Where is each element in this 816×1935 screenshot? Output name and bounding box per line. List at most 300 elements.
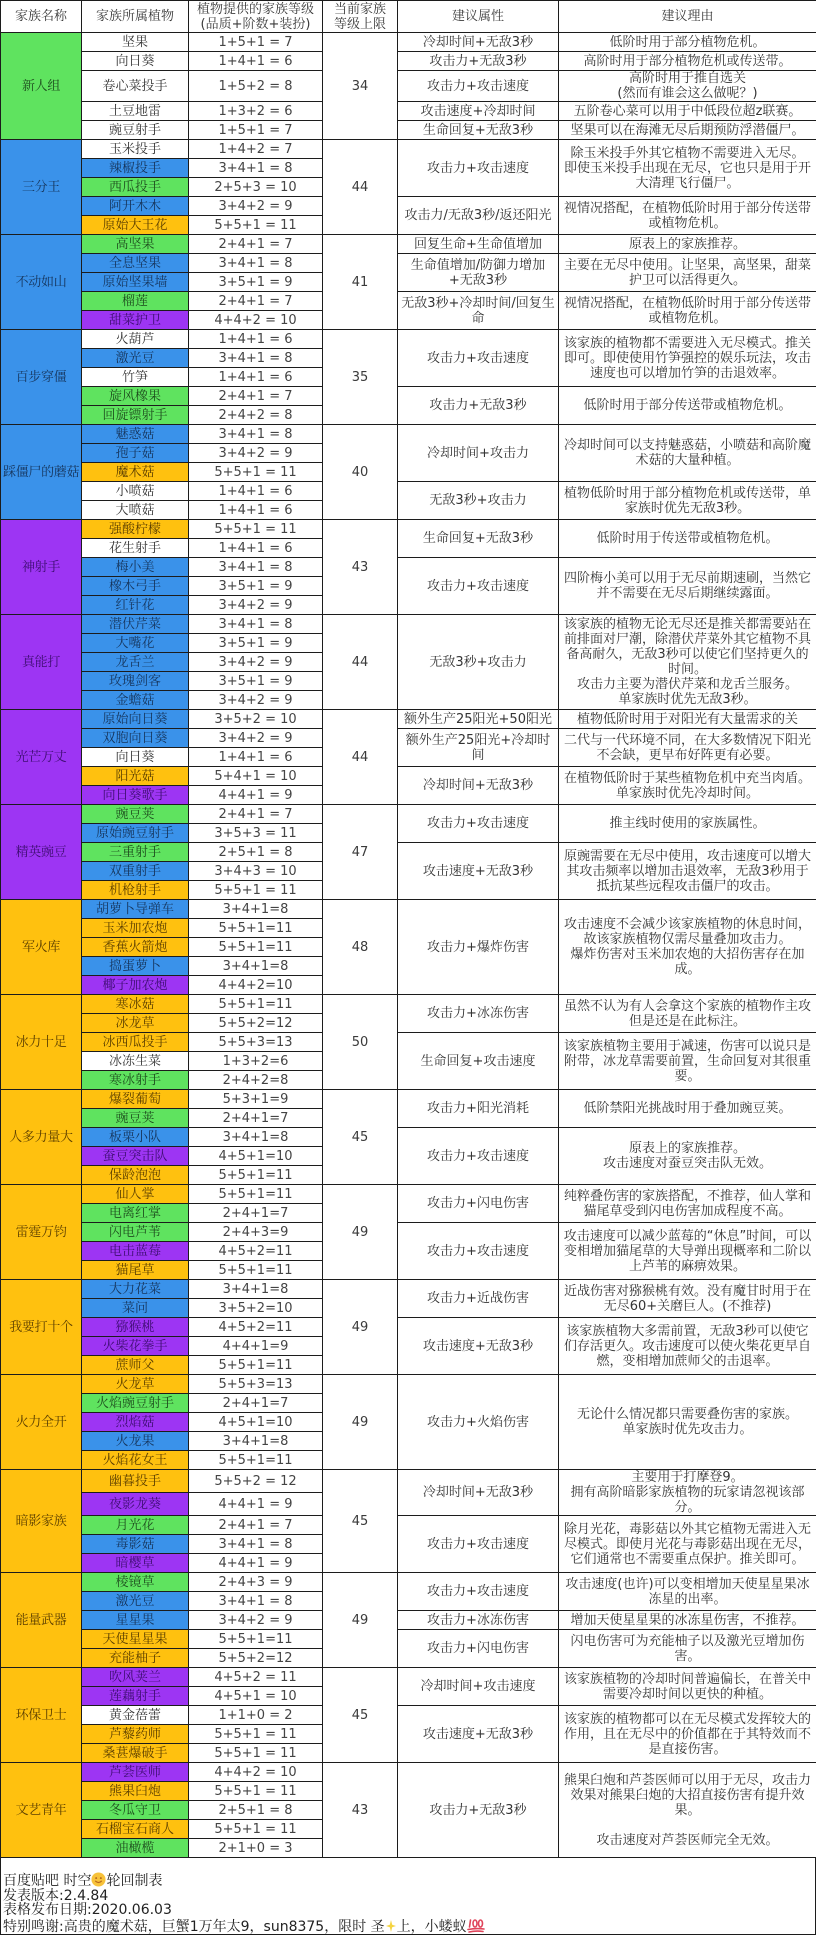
family-level-cap-cell: 45 — [323, 1668, 398, 1763]
suggested-reason-cell: 低阶时用于部分传送带或植物危机。 — [559, 387, 816, 425]
plant-level-cell: 2+4+3=9 — [189, 1223, 323, 1242]
plant-level-cell: 3+4+1=8 — [189, 900, 323, 919]
table-row — [1, 121, 816, 140]
suggested-attribute-cell: 回复生命+生命值增加 — [398, 235, 559, 254]
plant-name-cell: 捣蛋萝卜 — [82, 957, 189, 976]
header-plant-level-line2: (品质+阶数+装扮) — [191, 17, 320, 32]
plant-name-cell: 原始豌豆射手 — [82, 824, 189, 843]
suggested-reason-cell: 增加天使星星果的冰冻星伤害，不推荐。 — [559, 1611, 816, 1630]
suggested-reason-cell: 熊果臼炮和芦荟医师可以用于无尽，攻击力效果对熊果臼炮的大招直接伤害有提升效果。 攻击速度对芦荟医师完全无效。 — [559, 1763, 816, 1858]
plant-level-cell: 3+4+2 = 9 — [189, 653, 323, 672]
suggested-attribute-cell: 攻击力+冰冻伤害 — [398, 1611, 559, 1630]
plant-level-cell: 5+5+1 = 11 — [189, 1725, 323, 1744]
header-plant-level-line1: 植物提供的家族等级 — [191, 2, 320, 17]
plant-level-cell: 3+4+1 = 8 — [189, 254, 323, 273]
table-row — [1, 330, 816, 349]
suggested-attribute-cell: 无敌3秒+冷却时间/回复生命 — [398, 292, 559, 330]
footer-credit-after: 轮回制表 — [106, 1873, 162, 1889]
plant-name-cell: 闪电芦苇 — [82, 1223, 189, 1242]
table-row — [1, 254, 816, 273]
plant-level-cell: 4+4+1 = 9 — [189, 1493, 323, 1516]
plant-level-cell: 1+1+0 = 2 — [189, 1706, 323, 1725]
hundred-points-emoji-icon — [467, 1919, 485, 1935]
family-name-cell: 文艺青年 — [1, 1763, 82, 1858]
plant-level-cell: 1+4+1 = 6 — [189, 52, 323, 71]
suggested-attribute-cell: 攻击力+无敌3秒 — [398, 387, 559, 425]
family-level-cap-cell: 45 — [323, 1470, 398, 1573]
plant-level-cell: 4+5+1=10 — [189, 1413, 323, 1432]
table-row — [1, 102, 816, 121]
suggested-reason-cell: 近战伤害对猕猴桃有效。没有魔甘时用于在无尽60+关磨巨人。(不推荐) — [559, 1280, 816, 1318]
suggested-reason-cell: 高阶时用于推自选关 (然而有谁会这么做呢？) — [559, 71, 816, 102]
plant-level-cell: 5+5+1=11 — [189, 1185, 323, 1204]
plant-level-cell: 5+5+1 = 11 — [189, 1820, 323, 1839]
plant-level-cell: 5+4+1 = 10 — [189, 767, 323, 786]
plant-name-cell: 辣椒投手 — [82, 159, 189, 178]
plant-level-cell: 1+4+1 = 6 — [189, 501, 323, 520]
plant-name-cell: 烈焰菇 — [82, 1413, 189, 1432]
plant-level-cell: 1+5+1 = 7 — [189, 121, 323, 140]
suggested-reason-cell: 视情况搭配，在植物低阶时用于部分传送带或植物危机。 — [559, 197, 816, 235]
footer-credit-line — [3, 1872, 815, 1889]
plant-name-cell: 激光豆 — [82, 349, 189, 368]
plant-level-cell: 2+4+1 = 7 — [189, 387, 323, 406]
family-level-cap-cell: 49 — [323, 1280, 398, 1375]
plant-name-cell: 大喷菇 — [82, 501, 189, 520]
header-level-cap-line1: 当前家族 — [325, 2, 395, 17]
table-row — [1, 425, 816, 444]
plant-name-cell: 魔术菇 — [82, 463, 189, 482]
plant-level-cell: 4+4+1 = 9 — [189, 786, 323, 805]
plant-level-cell: 3+4+2 = 9 — [189, 1611, 323, 1630]
family-level-cap-cell: 35 — [323, 330, 398, 425]
plant-level-cell: 4+5+2=11 — [189, 1318, 323, 1337]
table-row — [1, 843, 816, 862]
suggested-reason-cell: 低阶时用于传送带或植物危机。 — [559, 520, 816, 558]
table-row — [1, 1573, 816, 1592]
plant-name-cell: 龙舌兰 — [82, 653, 189, 672]
plant-level-cell: 2+5+1 = 8 — [189, 843, 323, 862]
plant-level-cell: 4+5+2 = 11 — [189, 1668, 323, 1687]
plant-level-cell: 1+4+1 = 6 — [189, 368, 323, 387]
plant-level-cell: 4+4+1=9 — [189, 1337, 323, 1356]
family-level-cap-cell: 49 — [323, 1375, 398, 1470]
plant-level-cell: 5+5+3=13 — [189, 1375, 323, 1394]
plant-name-cell: 阳光菇 — [82, 767, 189, 786]
suggested-reason-cell: 该家族植物主要用于减速，伤害可以说只是附带，冰龙草需要前置，生命回复对其很重要。 — [559, 1033, 816, 1090]
table-row — [1, 1470, 816, 1493]
suggested-reason-cell: 该家族的植物都不需要进入无尽模式。推关即可。即使使用竹笋强控的娱乐玩法，攻击速度也可以增加竹笋的击退效率。 — [559, 330, 816, 387]
plant-name-cell: 原始坚果墙 — [82, 273, 189, 292]
table-row — [1, 52, 816, 71]
family-name-cell: 我要打十个 — [1, 1280, 82, 1375]
plant-level-cell: 5+5+1 = 11 — [189, 520, 323, 539]
plant-level-cell: 1+4+1 = 6 — [189, 482, 323, 501]
plant-name-cell: 电击蓝莓 — [82, 1242, 189, 1261]
plant-name-cell: 胡萝卜导弹车 — [82, 900, 189, 919]
plant-name-cell: 红针花 — [82, 596, 189, 615]
plant-level-cell: 2+4+1 = 7 — [189, 292, 323, 311]
family-level-cap-cell: 43 — [323, 520, 398, 615]
family-level-cap-cell: 45 — [323, 1090, 398, 1185]
plant-name-cell: 小喷菇 — [82, 482, 189, 501]
plant-name-cell: 花生射手 — [82, 539, 189, 558]
table-row — [1, 1033, 816, 1052]
plant-name-cell: 火龙草 — [82, 1375, 189, 1394]
plant-level-cell: 2+4+1=7 — [189, 1394, 323, 1413]
plant-name-cell: 保龄泡泡 — [82, 1166, 189, 1185]
suggested-attribute-cell: 攻击力+攻击速度 — [398, 558, 559, 615]
suggested-attribute-cell: 攻击力+闪电伤害 — [398, 1185, 559, 1223]
plant-name-cell: 猫尾草 — [82, 1261, 189, 1280]
suggested-attribute-cell: 生命值增加/防御力增加+无敌3秒 — [398, 254, 559, 292]
plant-name-cell: 玫瑰剑客 — [82, 672, 189, 691]
plant-level-cell: 3+4+2 = 9 — [189, 691, 323, 710]
plant-name-cell: 回旋镖射手 — [82, 406, 189, 425]
plant-name-cell: 大力花菜 — [82, 1280, 189, 1299]
plant-level-cell: 3+5+3 = 11 — [189, 824, 323, 843]
plant-name-cell: 电离红掌 — [82, 1204, 189, 1223]
plant-level-cell: 5+5+1 = 11 — [189, 216, 323, 235]
suggested-reason-cell: 视情况搭配，在植物低阶时用于部分传送带或植物危机。 — [559, 292, 816, 330]
suggested-reason-cell: 该家族植物大多需前置，无敌3秒可以使它们存活更久。攻击速度可以使火柴花更早自燃，变相增加蔗师父的击退率。 — [559, 1318, 816, 1375]
suggested-reason-cell: 攻击速度不会减少该家族植物的休息时间， 故该家族植物仅需尽量叠加攻击力。 爆炸伤害对玉米加农炮的大招伤害存在加成。 — [559, 900, 816, 995]
table-row — [1, 710, 816, 729]
suggested-attribute-cell: 生命回复+无敌3秒 — [398, 520, 559, 558]
plant-name-cell: 爆裂葡萄 — [82, 1090, 189, 1109]
plant-level-cell: 2+4+1=7 — [189, 1109, 323, 1128]
table-row — [1, 33, 816, 52]
table-row — [1, 729, 816, 748]
plant-name-cell: 黄金蓓蕾 — [82, 1706, 189, 1725]
plant-level-cell: 1+4+2 = 7 — [189, 140, 323, 159]
family-name-cell: 冰力十足 — [1, 995, 82, 1090]
suggested-attribute-cell: 攻击力+火焰伤害 — [398, 1375, 559, 1470]
suggested-attribute-cell: 攻击力+爆炸伤害 — [398, 900, 559, 995]
plant-level-cell: 3+4+1 = 8 — [189, 558, 323, 577]
plant-name-cell: 向日葵 — [82, 748, 189, 767]
family-name-cell: 人多力量大 — [1, 1090, 82, 1185]
suggested-attribute-cell: 攻击力+攻击速度 — [398, 71, 559, 102]
plant-level-cell: 3+4+1 = 8 — [189, 425, 323, 444]
suggested-attribute-cell: 攻击速度+无敌3秒 — [398, 1318, 559, 1375]
suggested-attribute-cell: 冷却时间+无敌3秒 — [398, 767, 559, 805]
table-row — [1, 1318, 816, 1337]
plant-name-cell: 幽暮投手 — [82, 1470, 189, 1493]
suggested-reason-cell: 攻击速度(也许)可以变相增加天使星星果冰冻星的出率。 — [559, 1573, 816, 1611]
header-family-name: 家族名称 — [1, 1, 82, 33]
suggested-attribute-cell: 冷却时间+无敌3秒 — [398, 33, 559, 52]
plant-name-cell: 寒冰射手 — [82, 1071, 189, 1090]
table-row — [1, 1611, 816, 1630]
plant-level-cell: 5+5+1 = 11 — [189, 1744, 323, 1763]
table-row — [1, 1128, 816, 1147]
plant-name-cell: 西瓜投手 — [82, 178, 189, 197]
table-row — [1, 197, 816, 216]
plant-name-cell: 阿开木木 — [82, 197, 189, 216]
plant-level-cell: 2+4+1 = 7 — [189, 805, 323, 824]
plant-level-cell: 2+5+3 = 10 — [189, 178, 323, 197]
plant-name-cell: 梅小美 — [82, 558, 189, 577]
family-level-cap-cell: 50 — [323, 995, 398, 1090]
plant-level-cell: 3+4+2 = 9 — [189, 596, 323, 615]
plant-level-cell: 2+4+2 = 8 — [189, 406, 323, 425]
smiley-emoji-icon — [91, 1873, 106, 1889]
suggested-attribute-cell: 额外生产25阳光+冷却时间 — [398, 729, 559, 767]
plant-level-cell: 4+4+2=10 — [189, 976, 323, 995]
plant-name-cell: 冬瓜守卫 — [82, 1801, 189, 1820]
plant-level-cell: 1+4+1 = 6 — [189, 330, 323, 349]
plant-name-cell: 椰子加农炮 — [82, 976, 189, 995]
plant-level-cell: 5+5+1=11 — [189, 1630, 323, 1649]
suggested-reason-cell: 四阶梅小美可以用于无尽前期速刷，当然它并不需要在无尽后期继续露面。 — [559, 558, 816, 615]
suggested-attribute-cell: 冷却时间+无敌3秒 — [398, 1470, 559, 1516]
plant-name-cell: 蚕豆突击队 — [82, 1147, 189, 1166]
family-name-cell: 真能打 — [1, 615, 82, 710]
family-level-cap-cell: 48 — [323, 900, 398, 995]
plant-name-cell: 寒冰菇 — [82, 995, 189, 1014]
table-row — [1, 387, 816, 406]
plant-level-cell: 3+4+1 = 8 — [189, 1535, 323, 1554]
family-name-cell: 军火库 — [1, 900, 82, 995]
suggested-reason-cell: 该家族的植物都可以在无尽模式发挥较大的作用，且在无尽中的价值都在于其特效而不是直接伤害。 — [559, 1706, 816, 1763]
suggested-attribute-cell: 攻击力+攻击速度 — [398, 1128, 559, 1185]
plant-level-cell: 2+5+1 = 8 — [189, 1801, 323, 1820]
plant-level-cell: 4+4+1 = 9 — [189, 1554, 323, 1573]
suggested-reason-cell: 主要用于打摩登9。 拥有高阶暗影家族植物的玩家请忽视该部分。 — [559, 1470, 816, 1516]
plant-name-cell: 潜伏芹菜 — [82, 615, 189, 634]
plant-level-cell: 3+4+2 = 9 — [189, 197, 323, 216]
family-level-cap-cell: 40 — [323, 425, 398, 520]
plant-name-cell: 机枪射手 — [82, 881, 189, 900]
family-name-cell: 雷霆万钧 — [1, 1185, 82, 1280]
plant-level-cell: 1+5+1 = 7 — [189, 33, 323, 52]
plant-name-cell: 暗樱草 — [82, 1554, 189, 1573]
plant-name-cell: 土豆地雷 — [82, 102, 189, 121]
suggested-reason-cell: 该家族的植物无论无尽还是推关都需要站在前排面对尸潮，除潜伏芹菜外其它植物不具备高耐久，无敌3秒可以使它们坚持更久的时间。 攻击力主要为潜伏芹菜和龙舌兰服务。 单家族时优先无敌3秒。 — [559, 615, 816, 710]
suggested-reason-cell: 原豌需要在无尽中使用，攻击速度可以增大其攻击频率以增加击退效率，无敌3秒用于抵抗某些远程攻击僵尸的攻击。 — [559, 843, 816, 900]
plant-name-cell: 香蕉火箭炮 — [82, 938, 189, 957]
suggested-reason-cell: 在植物低阶时于某些植物危机中充当肉盾。 单家族时优先冷却时间。 — [559, 767, 816, 805]
plant-name-cell: 菜问 — [82, 1299, 189, 1318]
family-level-cap-cell: 41 — [323, 235, 398, 330]
suggested-reason-cell: 虽然不认为有人会拿这个家族的植物作主攻但是还是在此标注。 — [559, 995, 816, 1033]
plant-level-cell: 2+4+1=7 — [189, 1204, 323, 1223]
plant-level-cell: 3+5+2 = 10 — [189, 710, 323, 729]
table-row — [1, 1706, 816, 1725]
table-row — [1, 1223, 816, 1242]
suggested-reason-cell: 原表上的家族推荐。 — [559, 235, 816, 254]
plant-name-cell: 旋风橡果 — [82, 387, 189, 406]
header-plant-level — [189, 1, 323, 33]
table-row — [1, 1280, 816, 1299]
suggested-attribute-cell: 额外生产25阳光+50阳光 — [398, 710, 559, 729]
plant-name-cell: 天使星星果 — [82, 1630, 189, 1649]
plant-level-cell: 5+5+1=11 — [189, 919, 323, 938]
suggested-reason-cell: 低阶禁阳光挑战时用于叠加豌豆荚。 — [559, 1090, 816, 1128]
plant-level-cell: 4+4+2 = 10 — [189, 1763, 323, 1782]
plant-name-cell: 玉米加农炮 — [82, 919, 189, 938]
family-level-cap-cell: 49 — [323, 1573, 398, 1668]
family-name-cell: 踩僵尸的蘑菇 — [1, 425, 82, 520]
plant-level-cell: 4+5+1 = 10 — [189, 1687, 323, 1706]
plant-level-cell: 3+4+1=8 — [189, 1128, 323, 1147]
suggested-reason-cell: 闪电伤害可为充能柚子以及激光豆增加伤害。 — [559, 1630, 816, 1668]
plant-name-cell: 火葫芦 — [82, 330, 189, 349]
header-level-cap-line2: 等级上限 — [325, 17, 395, 32]
suggested-attribute-cell: 无敌3秒+攻击力 — [398, 482, 559, 520]
suggested-reason-cell: 坚果可以在海滩无尽后期预防浮潜僵尸。 — [559, 121, 816, 140]
footer-date: 表格发布日期:2020.06.03 — [3, 1903, 815, 1918]
plant-level-cell: 5+5+3=13 — [189, 1033, 323, 1052]
table-body — [1, 33, 816, 1858]
plant-level-cell: 2+1+0 = 3 — [189, 1839, 323, 1858]
family-level-cap-cell: 44 — [323, 140, 398, 235]
table-row — [1, 767, 816, 786]
sparkle-emoji-icon — [385, 1919, 397, 1935]
table-row — [1, 292, 816, 311]
family-level-cap-cell: 43 — [323, 1763, 398, 1858]
plant-level-cell: 3+4+1 = 8 — [189, 159, 323, 178]
suggested-reason-cell: 主要在无尽中使用。让坚果，高坚果，甜菜护卫可以活得更久。 — [559, 254, 816, 292]
plant-level-cell: 4+5+2=11 — [189, 1242, 323, 1261]
plant-name-cell: 冰龙草 — [82, 1014, 189, 1033]
plant-level-cell: 3+5+1 = 9 — [189, 577, 323, 596]
plant-name-cell: 豌豆射手 — [82, 121, 189, 140]
plant-name-cell: 榴莲 — [82, 292, 189, 311]
suggested-reason-cell: 无论什么情况都只需要叠伤害的家族。 单家族时优先攻击力。 — [559, 1375, 816, 1470]
plant-level-cell: 3+5+1 = 9 — [189, 634, 323, 653]
table-row — [1, 1375, 816, 1394]
suggested-attribute-cell: 攻击力+无敌3秒 — [398, 1763, 559, 1858]
footer-thanks-before: 特别鸣谢:高贵的魔术菇，巨蟹1万年太9，sun8375，限时 圣 — [3, 1919, 385, 1935]
table-row — [1, 1185, 816, 1204]
plant-name-cell: 全息坚果 — [82, 254, 189, 273]
family-name-cell: 能量武器 — [1, 1573, 82, 1668]
table-row — [1, 520, 816, 539]
plant-level-cell: 5+5+2=12 — [189, 1014, 323, 1033]
family-level-cap-cell: 44 — [323, 710, 398, 805]
suggested-attribute-cell: 攻击力+无敌3秒 — [398, 52, 559, 71]
plant-name-cell: 激光豆 — [82, 1592, 189, 1611]
suggested-reason-cell: 低阶时用于部分植物危机。 — [559, 33, 816, 52]
plant-level-cell: 3+4+1 = 8 — [189, 615, 323, 634]
suggested-attribute-cell: 攻击速度+无敌3秒 — [398, 1706, 559, 1763]
table-row — [1, 805, 816, 824]
plant-level-cell: 2+4+1 = 7 — [189, 235, 323, 254]
suggested-attribute-cell: 攻击力+攻击速度 — [398, 805, 559, 843]
suggested-attribute-cell: 无敌3秒+攻击力 — [398, 615, 559, 710]
plant-level-cell: 3+4+1=8 — [189, 957, 323, 976]
family-name-cell: 新人组 — [1, 33, 82, 140]
plant-name-cell: 双重射手 — [82, 862, 189, 881]
plant-name-cell: 月光花 — [82, 1516, 189, 1535]
plant-name-cell: 芦藜药师 — [82, 1725, 189, 1744]
plant-level-cell: 5+5+1=11 — [189, 938, 323, 957]
plant-level-cell: 3+4+1 = 8 — [189, 1592, 323, 1611]
table-footer — [0, 1858, 816, 1935]
table-row — [1, 482, 816, 501]
family-name-cell: 不动如山 — [1, 235, 82, 330]
suggested-attribute-cell: 攻击力+攻击速度 — [398, 140, 559, 197]
suggested-attribute-cell: 攻击力+攻击速度 — [398, 1516, 559, 1573]
table-row — [1, 1090, 816, 1109]
plant-level-cell: 5+5+1=11 — [189, 1261, 323, 1280]
suggested-reason-cell: 攻击速度可以减少蓝莓的“休息”时间，可以变相增加猫尾草的大导弹出现概率和二阶以上芦苇的麻痹效果。 — [559, 1223, 816, 1280]
table-row — [1, 1630, 816, 1649]
plant-name-cell: 高坚果 — [82, 235, 189, 254]
suggested-attribute-cell: 冷却时间+攻击力 — [398, 425, 559, 482]
plant-name-cell: 魅惑菇 — [82, 425, 189, 444]
suggested-attribute-cell: 攻击力+攻击速度 — [398, 330, 559, 387]
suggested-attribute-cell: 攻击力+阳光消耗 — [398, 1090, 559, 1128]
plant-name-cell: 吹风荚兰 — [82, 1668, 189, 1687]
family-name-cell: 三分王 — [1, 140, 82, 235]
plant-level-cell: 3+4+1=8 — [189, 1280, 323, 1299]
plant-name-cell: 橡木弓手 — [82, 577, 189, 596]
header-level-cap — [323, 1, 398, 33]
plant-level-cell: 3+4+1 = 8 — [189, 349, 323, 368]
plant-name-cell: 原始大王花 — [82, 216, 189, 235]
plant-name-cell: 三重射手 — [82, 843, 189, 862]
family-name-cell: 百步穿僵 — [1, 330, 82, 425]
plant-name-cell: 毒影菇 — [82, 1535, 189, 1554]
family-level-cap-cell: 47 — [323, 805, 398, 900]
plant-level-cell: 2+4+2=8 — [189, 1071, 323, 1090]
header-family-plants: 家族所属植物 — [82, 1, 189, 33]
plant-name-cell: 猕猴桃 — [82, 1318, 189, 1337]
plant-name-cell: 火焰花女王 — [82, 1451, 189, 1470]
plant-name-cell: 冰西瓜投手 — [82, 1033, 189, 1052]
plant-name-cell: 双胞向日葵 — [82, 729, 189, 748]
family-level-cap-cell: 34 — [323, 33, 398, 140]
suggested-reason-cell: 纯粹叠伤害的家族搭配，不推荐，仙人掌和猫尾草受到闪电伤害加成程度不高。 — [559, 1185, 816, 1223]
suggested-attribute-cell: 攻击速度+冷却时间 — [398, 102, 559, 121]
plant-level-cell: 5+5+2=12 — [189, 1649, 323, 1668]
plant-name-cell: 豌豆荚 — [82, 1109, 189, 1128]
footer-version: 发表版本:2.4.84 — [3, 1889, 815, 1904]
table-row — [1, 900, 816, 919]
family-name-cell: 环保卫士 — [1, 1668, 82, 1763]
suggested-attribute-cell: 攻击速度+无敌3秒 — [398, 843, 559, 900]
plant-level-cell: 3+4+2 = 9 — [189, 729, 323, 748]
suggested-reason-cell: 植物低阶时用于对阳光有大量需求的关 — [559, 710, 816, 729]
family-name-cell: 神射手 — [1, 520, 82, 615]
plant-name-cell: 金蟾菇 — [82, 691, 189, 710]
plant-name-cell: 蔗师父 — [82, 1356, 189, 1375]
suggested-attribute-cell: 攻击力+攻击速度 — [398, 1223, 559, 1280]
plant-level-cell: 4+5+1=10 — [189, 1147, 323, 1166]
plant-level-cell: 1+3+2 = 6 — [189, 102, 323, 121]
plant-name-cell: 大嘴花 — [82, 634, 189, 653]
plant-name-cell: 火焰豌豆射手 — [82, 1394, 189, 1413]
plant-level-cell: 5+5+1 = 11 — [189, 881, 323, 900]
plant-name-cell: 冰冻生菜 — [82, 1052, 189, 1071]
plant-level-cell: 5+5+1=11 — [189, 995, 323, 1014]
plant-level-cell: 3+5+2=10 — [189, 1299, 323, 1318]
suggested-reason-cell: 该家族植物的冷却时间普遍偏长，在普关中需要冷却时间以更快的种植。 — [559, 1668, 816, 1706]
plant-name-cell: 坚果 — [82, 33, 189, 52]
plant-name-cell: 芦荟医师 — [82, 1763, 189, 1782]
plant-name-cell: 卷心菜投手 — [82, 71, 189, 102]
plant-level-cell: 1+5+2 = 8 — [189, 71, 323, 102]
plant-level-cell: 5+5+2 = 12 — [189, 1470, 323, 1493]
plant-level-cell: 3+5+1 = 9 — [189, 273, 323, 292]
plant-name-cell: 熊果臼炮 — [82, 1782, 189, 1801]
plant-name-cell: 甜菜护卫 — [82, 311, 189, 330]
plant-level-cell: 5+5+1=11 — [189, 1451, 323, 1470]
plant-name-cell: 向日葵 — [82, 52, 189, 71]
